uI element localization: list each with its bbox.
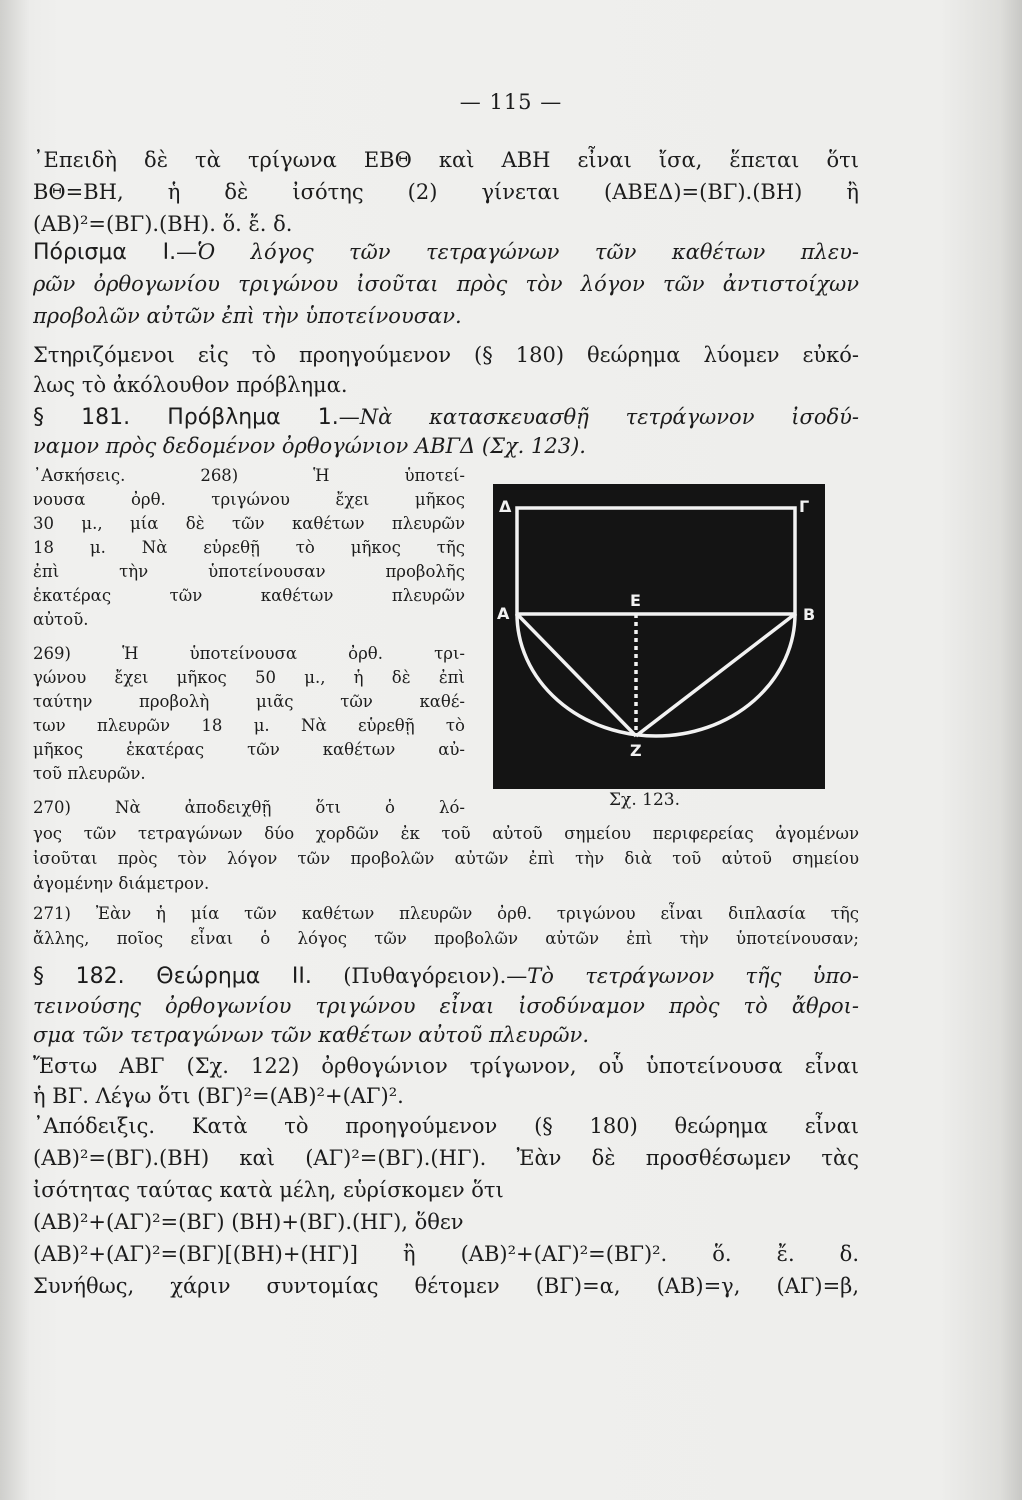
text-line: λως τὸ ἀκόλουθον πρόβλημα. <box>33 373 348 397</box>
theorem-line-1 <box>33 962 859 991</box>
exercise-line: γος τῶν τετραγώνων δύο χορδῶν ἐκ τοῦ αὐτοῦ σημείου περιφερείας ἀγομένων <box>33 824 859 843</box>
problem-line-2: ναμον πρὸς δεδομένον ὀρθογώνιον ΑΒΓΔ (Σχ. 123). <box>33 434 586 458</box>
exercise-line: ἑκατέρας τῶν καθέτων πλευρῶν <box>33 586 465 605</box>
exercise-line: νουσα ὀρθ. τριγώνου ἔχει μῆκος <box>33 490 465 509</box>
label-delta: Δ <box>499 497 512 516</box>
exercise-line: τοῦ πλευρῶν. <box>33 764 146 783</box>
label-epsilon: Ε <box>630 591 641 610</box>
exercise-line: 270) Νὰ ἀποδειχθῇ ὅτι ὁ λό- <box>33 798 465 817</box>
porisma-text: Ὁ λόγος τῶν τετραγώνων τῶν καθέτων πλευ- <box>197 240 859 264</box>
theorem-name: (Πυθαγόρειον). <box>343 964 507 988</box>
text-line: ᾿Επειδὴ δὲ τὰ τρίγωνα ΕΒΘ καὶ ΑΒΗ εἶναι ἴσα, ἕπεται ὅτι <box>33 148 859 172</box>
figure-caption: Σχ. 123. <box>609 790 680 810</box>
rectangle-abgd <box>517 508 795 614</box>
exercise-line: ἀγομένην διάμετρον. <box>33 874 210 893</box>
dash: — <box>506 964 528 988</box>
theorem-text: Τὸ τετράγωνον τῆς ὑπο- <box>527 964 859 988</box>
porisma-heading: Πόρισμα Ι. <box>33 240 177 265</box>
exercise-line: ταύτην προβολὴ μιᾶς τῶν καθέ- <box>33 692 465 711</box>
dash: — <box>338 405 360 429</box>
exercise-line: των πλευρῶν 18 μ. Νὰ εὑρεθῇ τὸ <box>33 716 465 735</box>
label-gamma: Γ <box>799 497 810 516</box>
chord-bz <box>636 614 795 736</box>
exercise-line: γώνου ἔχει μῆκος 50 μ., ἡ δὲ ἐπὶ <box>33 668 465 687</box>
proof-line: (ΑΒ)²+(ΑΓ)²=(ΒΓ)[(ΒΗ)+(ΗΓ)] ἢ (ΑΒ)²+(ΑΓ)²=(ΒΓ)². ὅ. ἔ. δ. <box>33 1242 859 1266</box>
text-line: Στηριζόμενοι εἰς τὸ προηγούμενον (§ 180) θεώρημα λύομεν εὐκό- <box>33 343 859 367</box>
exercise-line: ἐπὶ τὴν ὑποτείνουσαν προβολῆς <box>33 562 465 581</box>
problem-line-1 <box>33 403 859 432</box>
label-alpha: Α <box>497 604 510 623</box>
exercise-line: 18 μ. Νὰ εὑρεθῇ τὸ μῆκος τῆς <box>33 538 465 557</box>
proof-line: ἡ ΒΓ. Λέγω ὅτι (ΒΓ)²=(ΑΒ)²+(ΑΓ)². <box>33 1084 404 1108</box>
exercise-line: ᾿Ασκήσεις. 268) Ἡ ὑποτεί- <box>33 466 465 485</box>
page-number: — 115 — <box>459 90 563 114</box>
problem-heading: § 181. Πρόβλημα 1. <box>33 405 339 430</box>
dash: — <box>176 240 198 264</box>
figure-123 <box>493 484 825 789</box>
exercise-line: ἰσοῦται πρὸς τὸν λόγον τῶν προβολῶν αὐτῶν ἐπὶ τὴν διὰ τοῦ αὐτοῦ σημείου <box>33 849 859 868</box>
exercise-line: 271) Ἐὰν ἡ μία τῶν καθέτων πλευρῶν ὀρθ. τριγώνου εἶναι διπλασία τῆς <box>33 904 859 923</box>
label-zeta: Ζ <box>630 741 642 760</box>
theorem-line-2: τεινούσης ὀρθογωνίου τριγώνου εἶναι ἰσοδύναμον πρὸς τὸ ἄθροι- <box>33 994 859 1018</box>
exercise-line: 269) Ἡ ὑποτείνουσα ὀρθ. τρι- <box>33 644 465 663</box>
theorem-line-3: σμα τῶν τετραγώνων τῶν καθέτων αὐτοῦ πλευρῶν. <box>33 1023 589 1047</box>
proof-line: ᾿Απόδειξις. Κατὰ τὸ προηγούμενον (§ 180) θεώρημα εἶναι <box>33 1114 859 1138</box>
porisma-line-2: ρῶν ὀρθογωνίου τριγώνου ἰσοῦται πρὸς τὸν λόγον τῶν ἀντιστοίχων <box>33 272 859 296</box>
exercise-line: 30 μ., μία δὲ τῶν καθέτων πλευρῶν <box>33 514 465 533</box>
semicircle-arc <box>517 614 795 736</box>
proof-line: Ἔστω ΑΒΓ (Σχ. 122) ὀρθογώνιον τρίγωνον, οὗ ὑποτείνουσα εἶναι <box>33 1054 859 1078</box>
text-line: (ΑΒ)²=(ΒΓ).(ΒΗ). ὅ. ἔ. δ. <box>33 212 293 236</box>
exercise-line: αὐτοῦ. <box>33 610 89 629</box>
label-beta: Β <box>803 605 816 624</box>
rectangle-semicircle-diagram <box>493 484 825 789</box>
exercise-line: ἄλλης, ποῖος εἶναι ὁ λόγος τῶν προβολῶν αὐτῶν ἐπὶ τὴν ὑποτείνουσαν; <box>33 929 859 948</box>
proof-line: (ΑΒ)²=(ΒΓ).(ΒΗ) καὶ (ΑΓ)²=(ΒΓ).(ΗΓ). Ἐὰν δὲ προσθέσωμεν τὰς <box>33 1146 859 1170</box>
exercise-line: μῆκος ἑκατέρας τῶν καθέτων αὐ- <box>33 740 465 759</box>
text-line: ΒΘ=ΒΗ, ἡ δὲ ἰσότης (2) γίνεται (ΑΒΕΔ)=(ΒΓ).(ΒΗ) ἢ <box>33 180 859 204</box>
porisma-line-1 <box>33 238 859 267</box>
proof-line: Συνήθως, χάριν συντομίας θέτομεν (ΒΓ)=α, (ΑΒ)=γ, (ΑΓ)=β, <box>33 1274 859 1298</box>
theorem-heading: § 182. Θεώρημα ΙΙ. <box>33 964 312 989</box>
problem-text: Νὰ κατασκευασθῇ τετράγωνον ἰσοδύ- <box>359 405 859 429</box>
proof-line: ἰσότητας ταύτας κατὰ μέλη, εὑρίσκομεν ὅτι <box>33 1178 504 1202</box>
porisma-line-3: προβολῶν αὐτῶν ἐπὶ τὴν ὑποτείνουσαν. <box>33 304 462 328</box>
proof-line: (ΑΒ)²+(ΑΓ)²=(ΒΓ) (ΒΗ)+(ΒΓ).(ΗΓ), ὅθεν <box>33 1210 464 1234</box>
